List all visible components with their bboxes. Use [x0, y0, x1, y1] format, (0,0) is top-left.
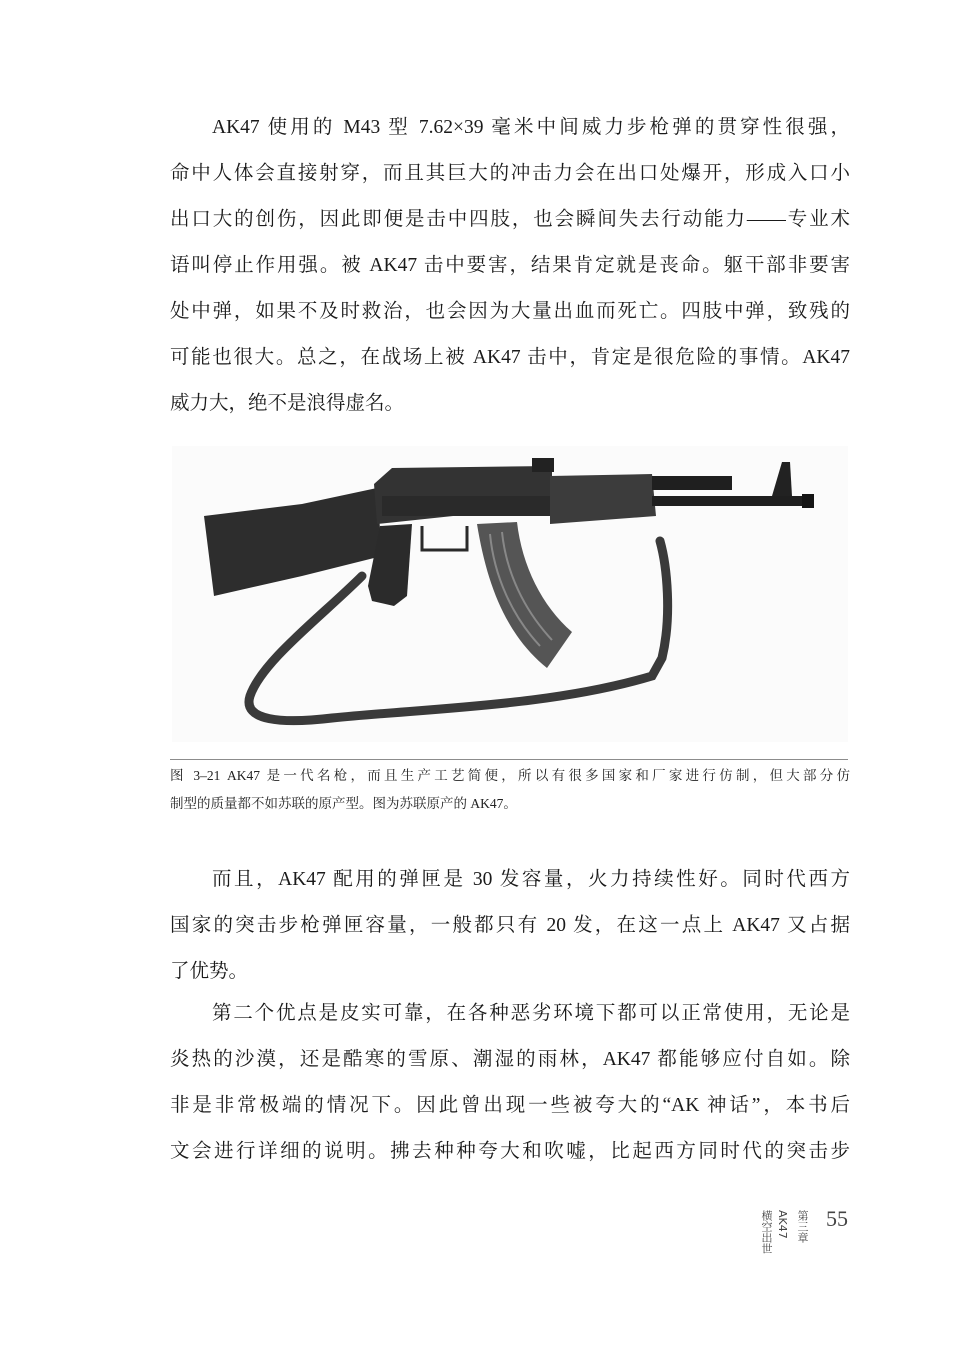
- text-line: AK47 使用的 M43 型 7.62×39 毫米中间威力步枪弹的贯穿性很强，: [212, 117, 850, 138]
- text-line: 命中人体会直接射穿，而且其巨大的冲击力会在出口处爆开，形成入口小: [170, 163, 850, 184]
- text-line: 处中弹，如果不及时救治，也会因为大量出血而死亡。四肢中弹，致残的: [170, 301, 850, 322]
- text-line: 了优势。: [170, 961, 249, 982]
- figure-caption-line: 制型的质量都不如苏联的原产型。图为苏联原产的 AK47。: [170, 796, 517, 811]
- text-line: 文会进行详细的说明。拂去种种夸大和吹嘘，比起西方同时代的突击步: [170, 1141, 850, 1162]
- text-line: 炎热的沙漠，还是酷寒的雪原、潮湿的雨林，AK47 都能够应付自如。除: [170, 1049, 850, 1070]
- rifle-photo: [172, 446, 848, 742]
- text-line: 而且，AK47 配用的弹匣是 30 发容量，火力持续性好。同时代西方: [212, 869, 850, 890]
- chapter-label: 第三章: [796, 1210, 809, 1243]
- text-line: 语叫停止作用强。被 AK47 击中要害，结果肯定就是丧命。躯干部非要害: [170, 255, 850, 276]
- chapter-subtitle-2: 横空出世: [760, 1210, 773, 1254]
- caption-divider: [170, 759, 848, 760]
- text-line: 威力大，绝不是浪得虚名。: [170, 393, 405, 414]
- text-line: 可能也很大。总之，在战场上被 AK47 击中，肯定是很危险的事情。AK47: [170, 347, 850, 368]
- text-line: 国家的突击步枪弹匣容量，一般都只有 20 发，在这一点上 AK47 又占据: [170, 915, 850, 936]
- page-number: 55: [826, 1206, 848, 1231]
- ak47-rifle-icon: [172, 446, 848, 742]
- text-line: 出口大的创伤，因此即便是击中四肢，也会瞬间失去行动能力——专业术: [170, 209, 850, 230]
- text-line: 第二个优点是皮实可靠，在各种恶劣环境下都可以正常使用，无论是: [212, 1003, 850, 1024]
- figure-caption-line: 图 3–21 AK47 是一代名枪，而且生产工艺简便，所以有很多国家和厂家进行仿制，但大部分仿: [170, 768, 850, 783]
- text-line: 非是非常极端的情况下。因此曾出现一些被夸大的“AK 神话”，本书后: [170, 1095, 850, 1116]
- chapter-subtitle-1: AK47: [776, 1210, 789, 1239]
